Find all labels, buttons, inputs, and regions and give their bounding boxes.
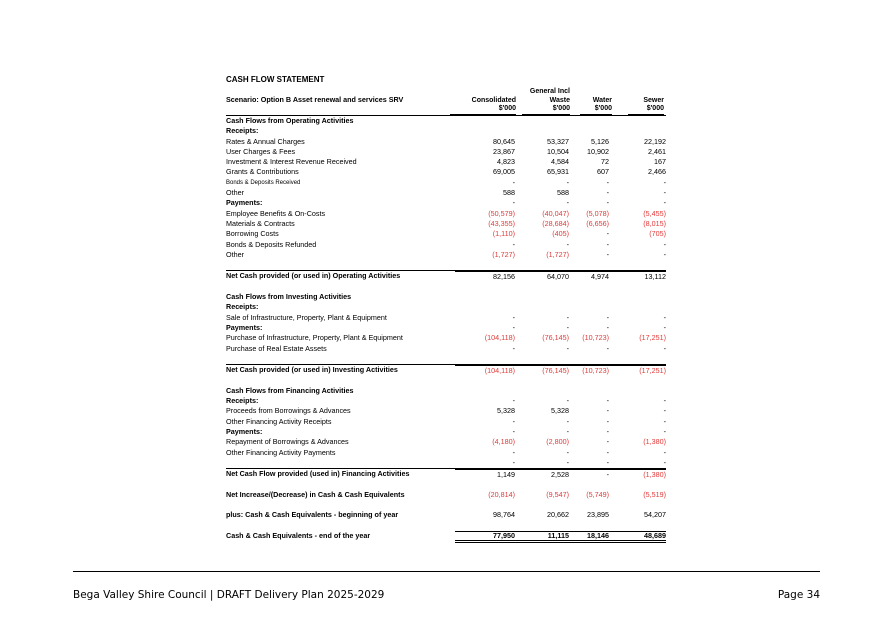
row-value: (43,355): [488, 218, 515, 228]
row-value: (40,047): [542, 208, 569, 218]
column-header-line1: [580, 88, 612, 97]
table-row: [226, 437, 666, 447]
row-value: -: [566, 447, 569, 457]
table-row: [226, 137, 666, 147]
footer-divider: [73, 571, 820, 572]
row-value: -: [566, 198, 569, 208]
row-value: 588: [503, 188, 515, 198]
row-label: Payments:: [226, 198, 263, 208]
table-row: [226, 354, 666, 364]
table-row: [226, 427, 666, 437]
table-row: [226, 167, 666, 177]
table-row: [226, 396, 666, 406]
column-header-line1: [450, 88, 516, 97]
table-row: [226, 364, 666, 375]
scenario-label: Scenario: Option B Asset renewal and services SRV: [226, 95, 404, 104]
row-value: (4,180): [492, 437, 515, 447]
row-label: Materials & Contracts: [226, 218, 295, 228]
row-value: -: [512, 198, 515, 208]
row-value: 82,156: [455, 271, 515, 282]
footer-document-title: Bega Valley Shire Council | DRAFT Delivery Plan 2025-2029: [73, 589, 385, 601]
row-value: (9,547): [546, 489, 569, 499]
row-value: (10,723): [582, 333, 609, 343]
table-row: [226, 406, 666, 416]
column-header-line2: Water: [592, 96, 612, 104]
row-value: -: [606, 396, 609, 406]
row-value: 77,950: [455, 531, 515, 543]
row-value: 18,146: [549, 531, 609, 543]
row-label: Grants & Contributions: [226, 167, 299, 177]
table-row: [226, 229, 666, 239]
row-value: (1,727): [546, 249, 569, 259]
column-header-line2: Consolidated: [471, 96, 516, 104]
row-value: 72: [601, 157, 609, 167]
table-row: [226, 521, 666, 531]
row-value: 4,823: [497, 157, 515, 167]
row-label: Net Cash Flow provided (used in) Financing Activities: [226, 469, 410, 479]
table-row: [226, 323, 666, 333]
row-value: -: [512, 416, 515, 426]
row-value: -: [606, 198, 609, 208]
row-value: -: [549, 469, 609, 480]
row-label: Cash Flows from Financing Activities: [226, 385, 354, 395]
row-value: 4,974: [549, 271, 609, 282]
table-row: [226, 219, 666, 229]
column-header-line1: General Incl: [529, 88, 570, 95]
row-value: 23,867: [493, 146, 515, 156]
row-value: 5,328: [551, 406, 569, 416]
row-value: -: [606, 229, 609, 239]
table-row: [226, 479, 666, 489]
row-value: 2,461: [648, 146, 666, 156]
row-label: Payments:: [226, 426, 263, 436]
row-label: Net Cash provided (or used in) Investing Activities: [226, 365, 398, 375]
row-value: (5,519): [643, 489, 666, 499]
row-value: -: [663, 447, 666, 457]
column-header-sewer: [628, 88, 664, 115]
row-value: -: [566, 426, 569, 436]
row-value: -: [663, 457, 666, 467]
row-value: -: [566, 396, 569, 406]
row-value: -: [512, 322, 515, 332]
row-value: -: [606, 437, 609, 447]
row-value: 13,112: [606, 271, 666, 282]
row-value: (1,380): [643, 437, 666, 447]
table-row: [226, 468, 666, 479]
row-label: Purchase of Real Estate Assets: [226, 343, 327, 353]
row-value: 54,207: [644, 510, 666, 520]
row-value: 1,149: [455, 469, 515, 480]
row-value: -: [606, 312, 609, 322]
footer-page-number: Page 34: [777, 589, 820, 601]
row-value: (104,118): [484, 333, 515, 343]
row-value: -: [566, 312, 569, 322]
row-value: 64,070: [509, 271, 569, 282]
table-row: [226, 116, 666, 126]
row-value: 10,902: [587, 146, 609, 156]
row-label: Repayment of Borrowings & Advances: [226, 437, 349, 447]
row-value: -: [512, 396, 515, 406]
table-row: [226, 282, 666, 292]
table-row: [226, 250, 666, 260]
row-label: Employee Benefits & On-Costs: [226, 208, 326, 218]
row-value: (5,455): [643, 208, 666, 218]
row-value: 5,328: [497, 406, 515, 416]
column-header-line2: Sewer: [643, 96, 664, 104]
row-label: Bonds & Deposits Received: [226, 179, 301, 186]
row-label: Bonds & Deposits Refunded: [226, 239, 317, 249]
table-row: [226, 240, 666, 250]
row-value: (104,118): [455, 365, 515, 376]
row-value: 22,192: [644, 136, 666, 146]
table-row: [226, 302, 666, 312]
row-label: Net Cash provided (or used in) Operating Activities: [226, 271, 401, 281]
row-label: Borrowing Costs: [226, 229, 279, 239]
table-row: [226, 313, 666, 323]
row-label: Cash & Cash Equivalents - end of the year: [226, 530, 371, 540]
row-value: -: [606, 457, 609, 467]
row-value: -: [663, 239, 666, 249]
table-row: [226, 448, 666, 458]
row-value: -: [606, 249, 609, 259]
row-value: -: [663, 426, 666, 436]
row-value: (5,078): [586, 208, 609, 218]
table-row: [226, 490, 666, 500]
row-value: (5,749): [586, 489, 609, 499]
table-row: [226, 375, 666, 385]
row-value: -: [663, 188, 666, 198]
table-row: [226, 292, 666, 302]
row-label: Proceeds from Borrowings & Advances: [226, 406, 351, 416]
row-label: plus: Cash & Cash Equivalents - beginning of year: [226, 510, 399, 520]
row-value: -: [512, 426, 515, 436]
table-row: [226, 178, 666, 188]
column-header-line1: [628, 88, 664, 97]
row-value: 23,895: [587, 510, 609, 520]
row-value: -: [566, 177, 569, 187]
row-value: (50,579): [488, 208, 515, 218]
row-label: Net Increase/(Decrease) in Cash & Cash Equivalents: [226, 489, 405, 499]
table-row: [226, 270, 666, 281]
table-row: [226, 209, 666, 219]
row-value: (76,145): [509, 365, 569, 376]
row-value: -: [606, 416, 609, 426]
column-unit: $'000: [522, 105, 570, 115]
table-row: [226, 333, 666, 343]
row-value: (76,145): [542, 333, 569, 343]
column-header-general: [522, 88, 570, 115]
column-unit: $'000: [580, 105, 612, 115]
row-value: (6,656): [586, 218, 609, 228]
row-value: -: [663, 406, 666, 416]
row-value: 4,584: [551, 157, 569, 167]
row-value: (17,251): [639, 333, 666, 343]
row-value: 2,528: [509, 469, 569, 480]
row-value: (2,800): [546, 437, 569, 447]
table-row: [226, 417, 666, 427]
table-row: [226, 386, 666, 396]
row-value: -: [566, 416, 569, 426]
row-value: (405): [552, 229, 569, 239]
table-row: [226, 458, 666, 468]
table-row: [226, 157, 666, 167]
row-value: -: [606, 239, 609, 249]
row-value: -: [663, 396, 666, 406]
row-value: (20,814): [488, 489, 515, 499]
column-unit: $'000: [628, 105, 664, 115]
row-value: -: [663, 249, 666, 259]
column-header-water: [580, 88, 612, 115]
row-label: Receipts:: [226, 302, 259, 312]
row-value: (10,723): [549, 365, 609, 376]
row-value: (705): [649, 229, 666, 239]
row-label: Other: [226, 249, 244, 259]
row-label: Purchase of Infrastructure, Property, Plant & Equipment: [226, 333, 403, 343]
table-row: [226, 510, 666, 520]
row-value: -: [606, 426, 609, 436]
table-row: [226, 531, 666, 541]
row-value: -: [606, 343, 609, 353]
row-value: -: [566, 239, 569, 249]
row-value: -: [663, 416, 666, 426]
row-value: -: [512, 343, 515, 353]
statement-title: CASH FLOW STATEMENT: [226, 75, 325, 84]
column-header-consolidated: [450, 88, 516, 115]
row-value: 69,005: [493, 167, 515, 177]
row-value: -: [663, 198, 666, 208]
row-value: -: [566, 457, 569, 467]
table-row: [226, 188, 666, 198]
row-value: -: [663, 322, 666, 332]
table-row: [226, 198, 666, 208]
table-row: [226, 126, 666, 136]
row-label: Other Financing Activity Receipts: [226, 416, 332, 426]
row-value: 98,764: [493, 510, 515, 520]
row-label: User Charges & Fees: [226, 146, 296, 156]
row-value: 607: [597, 167, 609, 177]
row-value: 48,689: [606, 531, 666, 543]
row-label: Sale of Infrastructure, Property, Plant & Equipment: [226, 312, 387, 322]
row-value: -: [606, 322, 609, 332]
row-label: Payments:: [226, 322, 263, 332]
row-value: -: [512, 447, 515, 457]
row-value: (28,684): [542, 218, 569, 228]
row-value: 10,504: [547, 146, 569, 156]
column-header-line2: Waste: [549, 96, 570, 104]
row-value: -: [663, 343, 666, 353]
row-label: Investment & Interest Revenue Received: [226, 157, 357, 167]
row-value: (1,110): [492, 229, 515, 239]
row-value: (1,380): [606, 469, 666, 480]
row-value: -: [512, 312, 515, 322]
row-value: 80,645: [493, 136, 515, 146]
row-value: 11,115: [509, 531, 569, 543]
table-row: [226, 500, 666, 510]
table-row: [226, 260, 666, 270]
row-label: Receipts:: [226, 126, 259, 136]
row-value: -: [566, 322, 569, 332]
row-value: 53,327: [547, 136, 569, 146]
row-label: Rates & Annual Charges: [226, 136, 305, 146]
table-row: [226, 344, 666, 354]
row-value: 5,126: [591, 136, 609, 146]
row-value: -: [606, 406, 609, 416]
row-label: Cash Flows from Investing Activities: [226, 292, 352, 302]
row-value: -: [512, 457, 515, 467]
row-label: Cash Flows from Operating Activities: [226, 116, 354, 125]
row-label: Other: [226, 188, 244, 198]
statement-rows: [226, 116, 666, 541]
row-value: (1,727): [492, 249, 515, 259]
row-value: -: [606, 177, 609, 187]
row-value: -: [606, 188, 609, 198]
row-value: -: [663, 312, 666, 322]
row-value: 588: [557, 188, 569, 198]
row-value: 2,466: [648, 167, 666, 177]
row-value: (17,251): [606, 365, 666, 376]
row-value: -: [606, 447, 609, 457]
row-label: Receipts:: [226, 396, 259, 406]
row-value: 65,931: [547, 167, 569, 177]
row-value: -: [663, 177, 666, 187]
row-value: 20,662: [547, 510, 569, 520]
row-value: -: [512, 239, 515, 249]
row-value: -: [512, 177, 515, 187]
row-value: 167: [654, 157, 666, 167]
table-row: [226, 147, 666, 157]
row-label: Other Financing Activity Payments: [226, 447, 336, 457]
row-value: -: [566, 343, 569, 353]
column-unit: $'000: [450, 105, 516, 115]
row-value: (8,015): [643, 218, 666, 228]
